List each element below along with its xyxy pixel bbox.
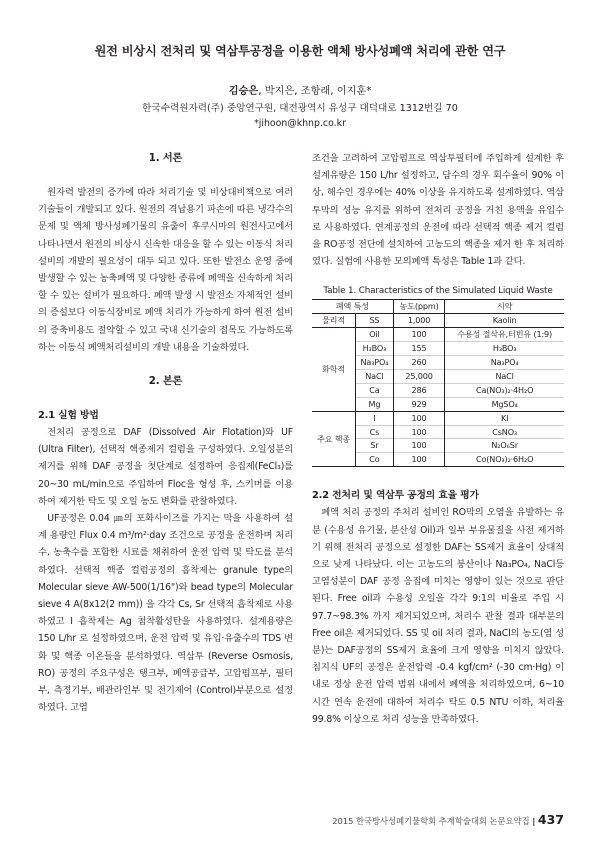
table-row (312, 314, 564, 328)
table-cell-item: H₃BO₃ (356, 342, 394, 356)
table-cell-concentration: 1,000 (393, 314, 444, 328)
footer-separator: | (532, 816, 536, 826)
right-column (312, 150, 564, 728)
table-cell-concentration: 929 (393, 397, 444, 411)
table-cell-concentration: 100 (393, 453, 444, 467)
table-cell-reagent: NaCl (445, 369, 564, 383)
table-cell-concentration: 100 (393, 425, 444, 439)
table-cell-reagent: 수용성 절삭유,터빈유 (1:9) (445, 328, 564, 342)
intro-heading: 1. 서론 (148, 153, 183, 164)
method-heading: 2.1 실험 방법 (38, 410, 99, 422)
table-cell-reagent: MgSO₄ (445, 397, 564, 411)
corresponding-email: *jihoon@khnp.co.kr (254, 118, 346, 129)
table-group-label: 화학적 (312, 328, 356, 411)
intro-paragraph: 원자력 발전의 증가에 따라 처리기술 및 비상대비책으로 여러 기술들이 개발되고 있다. 원전의 격납용기 파손에 따른 냉각수의 문제 및 액체 방사성폐기물의 유출이 후쿠시마의 원전사고에서 나타나면서 원전의 비상시 신속한 대응을 할 수 있는 이동식 처리 설비의 개발의 필요성이 대두 되고 있다. 또한 발전소 운영 중에 발생할 수 있는 농축폐액 및 다양한 종류에 폐액을 신속하게 처리할 수 있는 설비가 필요하다. 폐액 발생 시 발전소 자체적인 설비의 증설보다 이동식장비로 폐액 처리가 가능하게 하여 원전 설비의 증축비용도 절약할 수 있고 국내 신기술의 접목도 가능하도록 하는 이동식 폐액처리설비의 개발 내용을 기술하였다. (38, 187, 293, 353)
table-header-characteristic: 폐액 특성 (312, 300, 393, 314)
body-heading: 2. 본론 (148, 376, 183, 388)
table-cell-item: SS (356, 314, 394, 328)
table-cell-item: Cs (356, 425, 394, 439)
table-cell-reagent: Co(NO₃)₂·6H₂O (445, 453, 564, 467)
table-row (312, 411, 564, 425)
table-cell-reagent: Kaolin (445, 314, 564, 328)
author-list (40, 82, 560, 97)
method-paragraph-continued: 조건을 고려하여 고압펌프로 역삼투필터에 주입하게 설계한 후 설계유량은 150 L/hr 설정하고, 담수의 경우 회수율이 90% 이상, 해수인 경우에는 40% 이상을 유지하도록 설계하였다. 역삼투막의 성능 유지를 위하여 전처리 공정을 거친 용액을 유입수로 사용하였다. 연계공정의 운전에 따라 선택적 핵종 제거 컬럼을 RO공정 전단에 설치하여 고농도의 핵종을 제거 한 후 처리하였다. 실험에 사용한 모의폐액 특성은 Table 1과 같다. (312, 153, 564, 268)
simulated-waste-table (312, 299, 564, 467)
table-cell-concentration: 100 (393, 439, 444, 453)
table-cell-item: Ca (356, 383, 394, 397)
table-header-concentration: 농도(ppm) (393, 300, 444, 314)
table-group-label: 물리적 (312, 314, 356, 328)
table-cell-reagent: KI (445, 411, 564, 425)
table-cell-reagent: N₂O₆Sr (445, 439, 564, 453)
page-number: 437 (537, 812, 564, 827)
table-cell-item: Na₃PO₄ (356, 356, 394, 370)
table-group-label: 주요 핵종 (312, 411, 356, 467)
table-cell-concentration: 25,000 (393, 369, 444, 383)
table-cell-reagent: Ca(NO₃)₂·4H₂O (445, 383, 564, 397)
table-cell-item: I (356, 411, 394, 425)
table-cell-item: Sr (356, 439, 394, 453)
first-author: 김승은 (228, 86, 259, 97)
table-caption: Table 1. Characteristics of the Simulated Liquid Waste (323, 286, 553, 297)
table-cell-reagent: Na₃PO₄ (445, 356, 564, 370)
table-cell-concentration: 100 (393, 328, 444, 342)
table-row (312, 328, 564, 342)
evaluation-paragraph: 폐액 처리 공정의 주처리 설비인 RO막의 오염을 유발하는 유분 (수용성 유기물, 분산성 Oil)과 일부 부유물질을 사전 제거하기 위해 전처리 공정으로 설정한 DAF는 SS제거 효율이 상대적으로 낮게 나타났다. 이는 고농도의 붕산이나 Na₃PO₄, NaCl등 고염성분이 DAF 공정 응집에 미치는 영향이 있는 것으로 판단된다. Free oil과 수용성 오일을 각각 9:1의 비율로 주입 시 97.7~98.3% 까지 제거되었으며, 처리수 관찰 결과 대부분의 Free oil은 제거되었다. SS 및 oil 처리 결과, NaCl의 농도(염 성분)는 DAF공정의 SS제거 효율에 크게 영향을 미치지 않았다. 침지식 UF의 공정은 운전압력 -0.4 kgf/cm² (-30 cm·Hg) 이내로 정상 운전 압력 범위 내에서 폐액을 처리하였으며, 6~10 시간 연속 운전에 대하여 처리수 탁도 0.5 NTU 이하, 처리율 99.8% 이상으로 처리 성능을 만족하였다. (312, 507, 564, 725)
table-cell-item: Co (356, 453, 394, 467)
table-header-reagent: 시약 (445, 300, 564, 314)
affiliation: 한국수력원자력(주) 중앙연구원, 대전광역시 유성구 대덕대로 1312번길 70 (142, 103, 458, 114)
table-cell-reagent: CsNO₃ (445, 425, 564, 439)
left-column (38, 150, 293, 716)
page-footer (332, 812, 564, 827)
evaluation-heading: 2.2 전처리 및 역삼투 공정의 효율 평가 (312, 490, 479, 502)
table-cell-concentration: 286 (393, 383, 444, 397)
table-cell-concentration: 260 (393, 356, 444, 370)
table-cell-item: NaCl (356, 369, 394, 383)
table-header-row (312, 300, 564, 314)
conference-name: 2015 한국방사성폐기물학회 추계학술대회 논문요약집 (332, 816, 530, 826)
paper-title: 원전 비상시 전처리 및 역삼투공정을 이용한 액체 방사성폐액 처리에 관한 연구 (94, 44, 506, 58)
table-cell-reagent: H₃BO₃ (445, 342, 564, 356)
method-paragraph-2: UF공정은 0.04 ㎛의 포화사이즈를 가지는 막을 사용하여 설계 용량인 Flux 0.4 m³/m²·day 조건으로 공정을 운전하며 처리수, 농축수를 포함한 시료를 채취하여 운전 압력 및 탁도를 분석하였다. 선택적 핵종 컬럼공정의 흡착제는 granule type의 Molecular sieve AW-500(1/16")와 bead type의 Molecular sieve 4 A(8x12(2 mm)) 을 각각 Cs, Sr 선택적 흡착제로 사용하였고 I 흡착제는 Ag 첨착활성탄을 사용하였다. 설계용량은 150 L/hr 로 설정하였으며, 운전 압력 및 유입·유출수의 TDS 변화 및 핵종 이온들을 분석하였다. 역삼투 (Reverse Osmosis, RO) 공정의 주요구성은 탱크부, 폐액공급부, 고압펌프부, 필터부, 측정기부, 배관라인부 및 전기제어 (Control)부분으로 설정하였다. 고염 (38, 513, 293, 714)
method-paragraph-1: 전처리 공정으로 DAF (Dissolved Air Flotation)와 UF (Ultra Filter), 선택적 핵종제거 컬럼을 구성하였다. 오일성분의 제거를 위해 DAF 공정을 첫단계로 설정하여 응집제(FeCl₃)를 20~30 mL/min으로 주입하여 Floc을 형성 후, 스키머를 이용하여 제거한 탁도 및 오일 농도 변화를 관찰하였다. (38, 427, 293, 507)
co-authors: , 박지은, 조항래, 이지훈* (258, 86, 372, 97)
table-cell-item: Oil (356, 328, 394, 342)
table-cell-concentration: 100 (393, 411, 444, 425)
table-cell-concentration: 155 (393, 342, 444, 356)
table-cell-item: Mg (356, 397, 394, 411)
